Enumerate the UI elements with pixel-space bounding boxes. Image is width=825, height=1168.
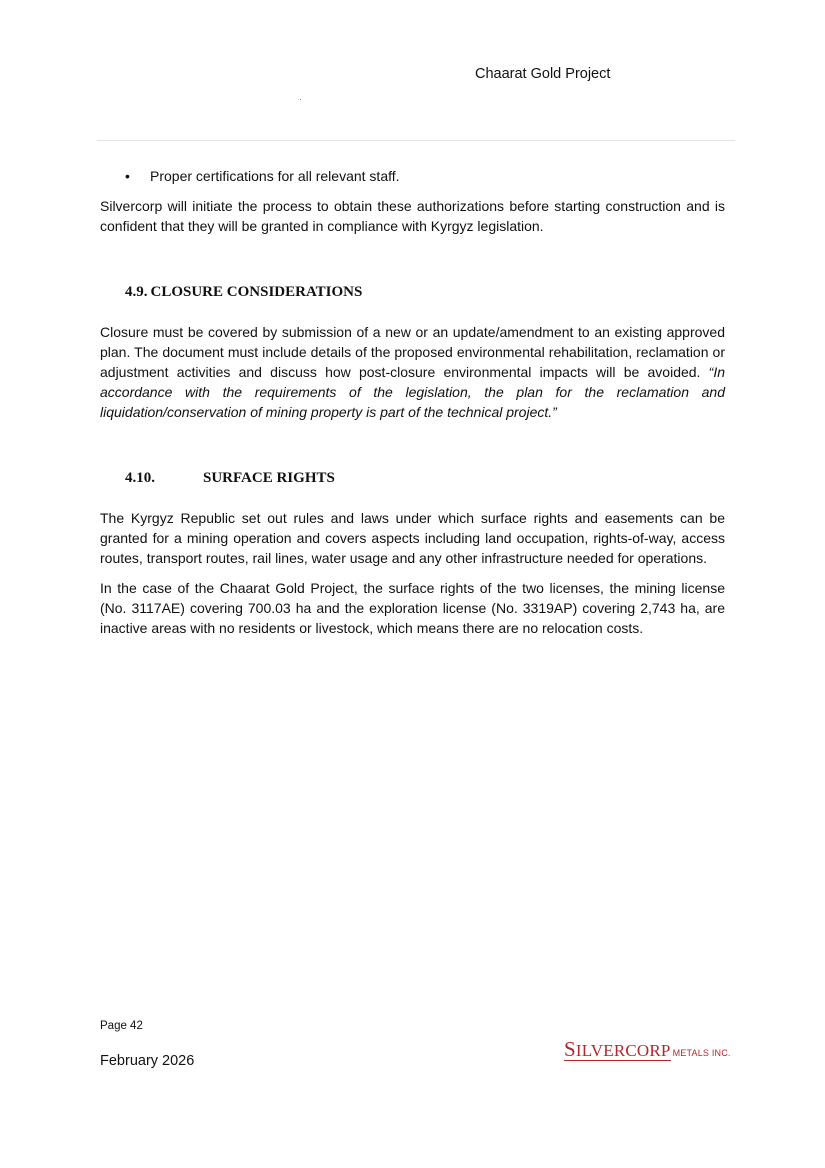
logo-wordmark [564, 1037, 671, 1061]
surface-rights-paragraph-2: In the case of the Chaarat Gold Project, the surface rights of the two licenses, the mining license (No. 3117AE) covering 700.03 ha and the exploration license (No. 3319AP) covering 2,743 ha, are inactive areas with no residents or livestock, which means there are no relocation costs. [100, 580, 725, 636]
closure-paragraph-text: Closure must be covered by submission of a new or an update/amendment to an existing approved plan. The document must include details of the proposed environmental rehabilitation, reclamation or adjustment activities and discuss how post-closure environmental impacts will be avoided. [100, 324, 725, 380]
silvercorp-logo [564, 1037, 731, 1066]
section-heading-surface-rights [100, 468, 725, 488]
header-divider [97, 140, 735, 141]
closure-quote: “In accordance with the requirements of the legislation, the plan for the reclamation and liquidation/conservation of mining property is part of the technical project.” [100, 364, 725, 420]
header-title: Chaarat Gold Project [475, 66, 611, 82]
header-dot [300, 99, 301, 100]
section-number: 4.10. [125, 470, 155, 486]
logo-suffix: METALS INC. [672, 1048, 731, 1058]
logo-rest: ILVERCORP [575, 1041, 671, 1060]
logo-initial: S [564, 1037, 576, 1061]
section-number: 4.9. [125, 284, 148, 300]
surface-rights-paragraph-1: The Kyrgyz Republic set out rules and laws under which surface rights and easements can be granted for a mining operation and covers aspects including land occupation, rights-of-way, access routes, transport routes, rail lines, water usage and any other infrastructure needed for operations. [100, 510, 725, 566]
closure-paragraph [100, 322, 725, 422]
page-number: Page 42 [100, 1020, 143, 1032]
authorization-paragraph: Silvercorp will initiate the process to obtain these authorizations before starting construction and is confident that they will be granted in compliance with Kyrgyz legislation. [100, 198, 725, 234]
section-heading-closure [100, 282, 725, 302]
page-content [100, 166, 725, 638]
section-title: CLOSURE CONSIDERATIONS [150, 284, 363, 300]
list-item: • Proper certifications for all relevant staff. [100, 166, 725, 186]
footer-date: February 2026 [100, 1053, 195, 1069]
bullet-list [100, 166, 725, 186]
section-title: SURFACE RIGHTS [203, 470, 335, 486]
